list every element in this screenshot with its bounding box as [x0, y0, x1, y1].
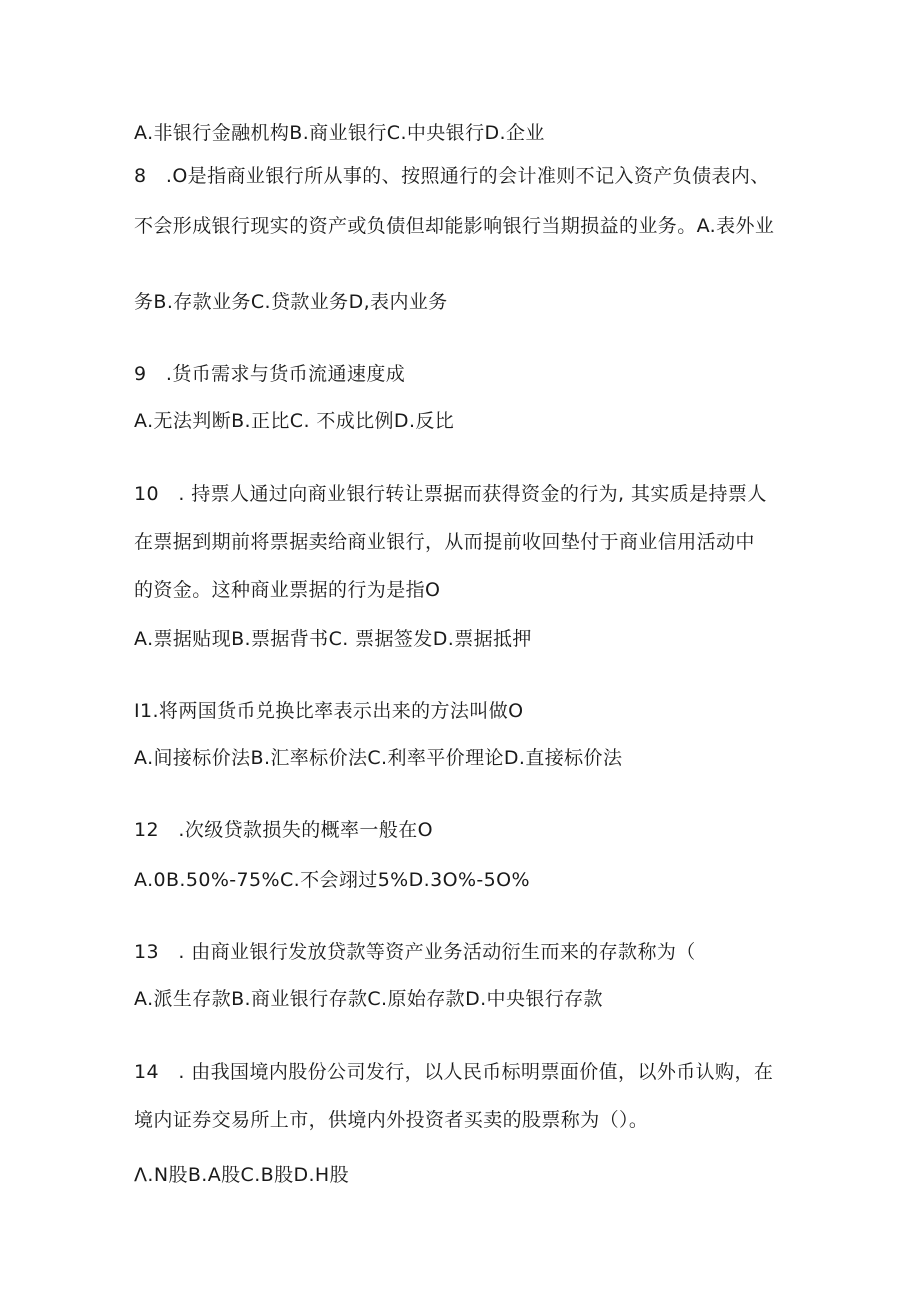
question-10-line-3: 的资金。这种商业票据的行为是指O — [134, 579, 441, 601]
question-11: I1.将两国货币兑换比率表示出来的方法叫做O — [134, 700, 524, 722]
question-9: 9 .货币需求与货币流通速度成 — [134, 363, 406, 385]
answer-options-7: A.非银行金融机构B.商业银行C.中央银行D.企业 — [134, 122, 545, 144]
question-8-line-1: 8 .O是指商业银行所从事的、按照通行的会计准则不记入资产负债表内、 — [134, 165, 770, 187]
question-12: 12 .次级贷款损失的概率一般在O — [134, 819, 433, 841]
answer-options-13: A.派生存款B.商业银行存款C.原始存款D.中央银行存款 — [134, 988, 603, 1010]
question-10-line-2: 在票据到期前将票据卖给商业银行，从而提前收回垫付于商业信用活动中 — [134, 531, 755, 553]
question-10-line-1: 10 . 持票人通过向商业银行转让票据而获得资金的行为, 其实质是持票人 — [134, 483, 767, 505]
answer-options-10: A.票据贴现B.票据背书C. 票据签发D.票据抵押 — [134, 628, 532, 650]
answer-options-9: A.无法判断B.正比C. 不成比例D.反比 — [134, 410, 455, 432]
question-14-line-2: 境内证券交易所上市，供境内外投资者买卖的股票称为（）。 — [134, 1109, 649, 1131]
answer-options-11: A.间接标价法B.汇率标价法C.利率平价理论D.直接标价法 — [134, 747, 623, 769]
question-8-line-2: 不会形成银行现实的资产或负债但却能影响银行当期损益的业务。A.表外业 — [134, 215, 775, 237]
question-13: 13 . 由商业银行发放贷款等资产业务活动衍生而来的存款称为（ — [134, 941, 696, 963]
question-8-line-3: 务B.存款业务C.贷款业务D,表内业务 — [134, 291, 448, 313]
answer-options-12: A.0B.50%-75%C.不会翊过5%D.3O%-5O% — [134, 869, 530, 891]
question-14-line-1: 14 . 由我国境内股份公司发行，以人民币标明票面价值，以外币认购，在 — [134, 1061, 774, 1083]
answer-options-14: Λ.N股B.A股C.B股D.H股 — [134, 1164, 350, 1186]
